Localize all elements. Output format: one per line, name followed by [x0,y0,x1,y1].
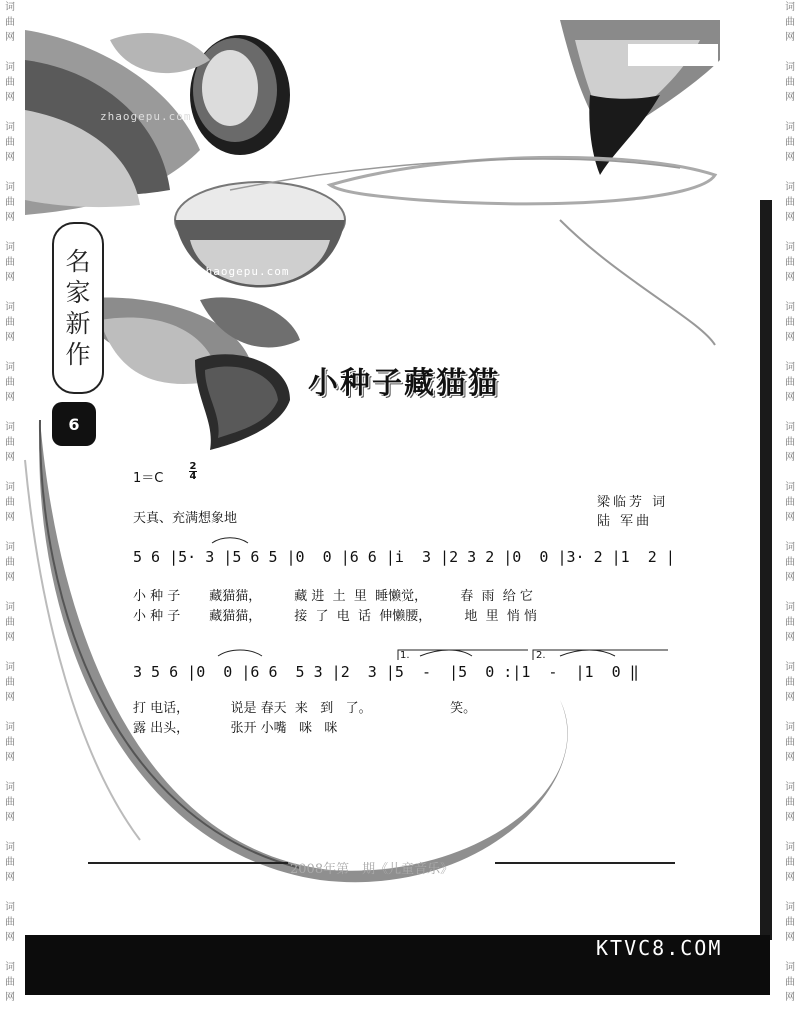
footer-rule-left [88,862,288,864]
issue-badge: 6 [52,402,96,446]
lyrics-line-2-verse-2: 露 出头， 张开 小嘴 咪 咪 [133,721,338,736]
time-signature-top: 2 [189,461,197,472]
footer-rule-right [495,862,675,864]
key-signature: 1＝C [133,471,164,486]
series-tab-char: 家 [65,278,91,307]
lyrics-line-1-verse-1: 小 种 子 藏猫猫， 藏 进 土 里 睡懒觉， 春 雨 给 它 [133,589,533,604]
tempo-marking: 天真、充满想象地 [133,511,238,526]
left-margin-watermark: 词 曲 网 词 曲 网 词 曲 网 词 曲 网 词 曲 网 词 曲 网 词 曲 网 词 曲 网 词 曲 网 词 曲 网 词 曲 网 词 曲 网 词 曲 网 词 曲 网 词 曲 网 词 曲 网 词 曲 网 [5,2,15,1003]
lyricist-credit: 梁临芳 词 [597,495,669,510]
lyrics-line-1-verse-2: 小 种 子 藏猫猫， 接 了 电 话 伸懒腰， 地 里 悄 悄 [133,609,538,624]
song-title: 小种子藏猫猫 [308,366,500,401]
series-tab-char: 名 [65,247,91,276]
volta-2-label: 2. [536,650,546,661]
corner-logo: KTVC8.COM [596,936,723,960]
series-tab-char: 作 [65,340,91,369]
score-line-1: 5 6 |5· 3 |5 6 5 |0 0 |6 6 |i 3 |2 3 2 |0 0 |3· 2 |1 2 | [133,548,675,566]
watermark-top: zhaogepu.com [100,110,192,123]
footer-caption: 2008年第 期《儿童音乐》 [290,862,454,877]
right-edge-strip [760,200,772,940]
right-margin-watermark: 词 曲 网 词 曲 网 词 曲 网 词 曲 网 词 曲 网 词 曲 网 词 曲 网 词 曲 网 词 曲 网 词 曲 网 词 曲 网 词 曲 网 词 曲 网 词 曲 网 词 曲 网 词 曲 网 词 曲 网 [785,2,795,1003]
time-signature-bottom: 4 [189,471,197,482]
score-line-2: 3 5 6 |0 0 |6 6 5 3 |2 3 |5 - |5 0 :|1 - |1 0 ‖ [133,663,639,681]
composer-credit: 陆 军曲 [597,514,653,529]
watermark-middle: zhaogepu.com [198,265,290,278]
lyrics-line-2-verse-1: 打 电话， 说是 春天 来 到 了。 笑。 [133,701,477,716]
volta-1-label: 1. [400,650,410,661]
series-tab-char: 新 [65,309,91,338]
